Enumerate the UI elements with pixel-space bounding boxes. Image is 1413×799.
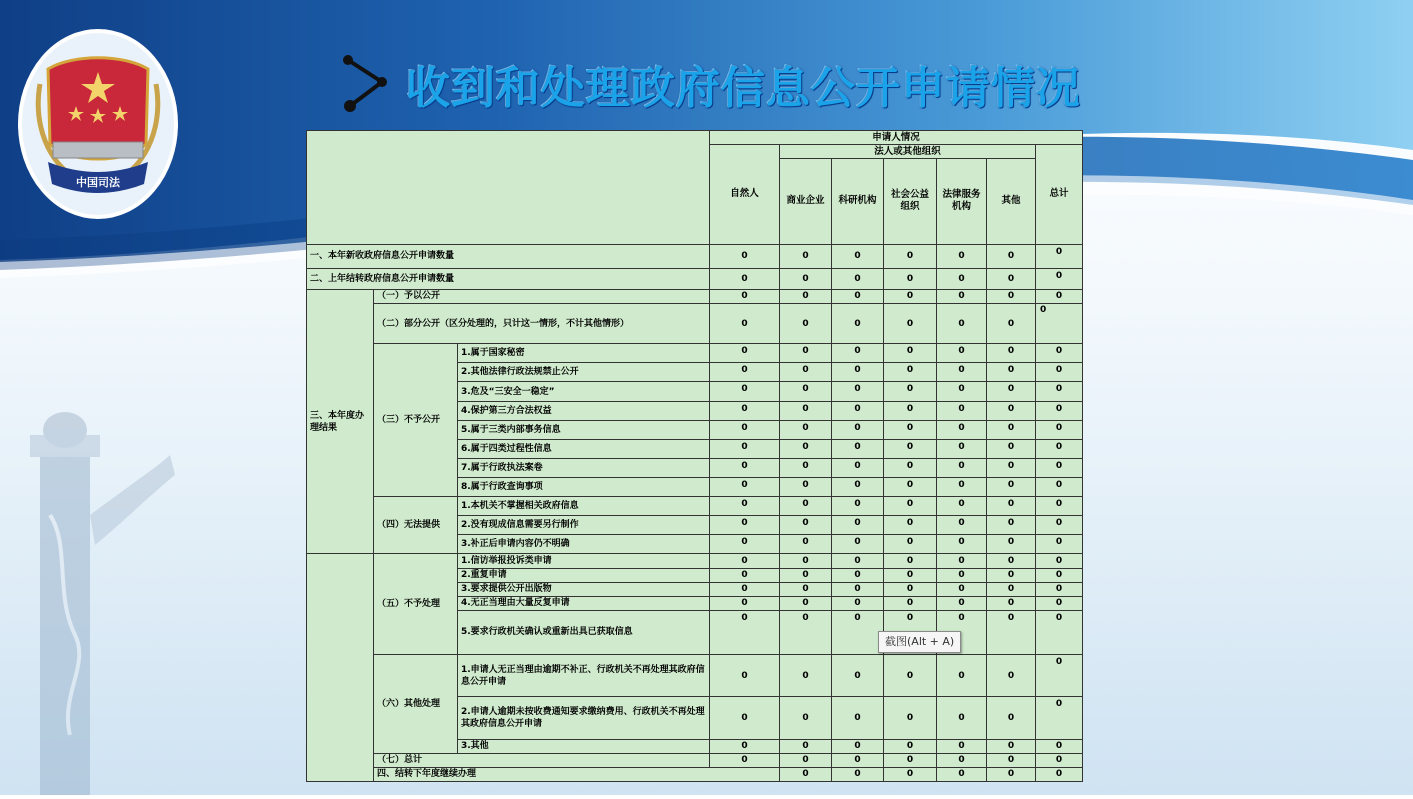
cell-value: 0 (832, 268, 884, 289)
row-label: 5.要求行政机关确认或重新出具已获取信息 (458, 610, 710, 654)
table-row (307, 304, 1083, 344)
cell-value: 0 (780, 268, 832, 289)
cell-value: 0 (987, 516, 1036, 535)
cell-value: 0 (710, 363, 780, 382)
cell-value: 0 (937, 697, 987, 739)
cell-value: 0 (832, 478, 884, 497)
cell-value: 0 (884, 382, 937, 401)
table-row (307, 344, 1083, 363)
cell-value: 0 (832, 497, 884, 516)
cell-value: 0 (780, 554, 832, 568)
cell-value: 0 (987, 568, 1036, 582)
cell-value: 0 (1036, 244, 1083, 268)
cell-value: 0 (780, 304, 832, 344)
slide-title (340, 52, 1081, 116)
cell-value: 0 (710, 582, 780, 596)
table-row (307, 244, 1083, 268)
cell-value: 0 (780, 610, 832, 654)
cell-value: 0 (987, 739, 1036, 753)
cell-value: 0 (987, 554, 1036, 568)
cell-value: 0 (987, 420, 1036, 439)
cell-value: 0 (710, 655, 780, 697)
row-label: 2.申请人逾期未按收费通知要求缴纳费用、行政机关不再处理其政府信息公开申请 (458, 697, 710, 739)
cell-value: 0 (780, 289, 832, 303)
cell-value: 0 (987, 458, 1036, 477)
cell-value: 0 (780, 344, 832, 363)
share-node-icon (340, 54, 392, 114)
cell-value: 0 (884, 655, 937, 697)
huabiao-pillar-decoration (0, 395, 190, 795)
cell-value: 0 (884, 363, 937, 382)
cell-value: 0 (884, 767, 937, 781)
row-label: （七）总计 (374, 753, 710, 767)
cell-value: 0 (937, 516, 987, 535)
cell-value: 0 (832, 554, 884, 568)
cell-value: 0 (832, 344, 884, 363)
cell-value: 0 (1036, 497, 1083, 516)
cell-value: 0 (937, 382, 987, 401)
cell-value: 0 (884, 516, 937, 535)
row-label: 1.属于国家秘密 (458, 344, 710, 363)
row-label: 一、本年新收政府信息公开申请数量 (307, 244, 710, 268)
cell-value: 0 (710, 401, 780, 420)
row-label: 2.其他法律行政法规禁止公开 (458, 363, 710, 382)
row-label: 1.本机关不掌握相关政府信息 (458, 497, 710, 516)
cell-value: 0 (1036, 610, 1083, 654)
cell-value: 0 (1036, 535, 1083, 554)
cell-value: 0 (987, 610, 1036, 654)
cell-value: 0 (937, 268, 987, 289)
cell-value: 0 (832, 655, 884, 697)
row-label: 4.无正当理由大量反复申请 (458, 596, 710, 610)
cell-value: 0 (832, 363, 884, 382)
table-row (307, 497, 1083, 516)
cell-value: 0 (1036, 344, 1083, 363)
cell-value: 0 (832, 382, 884, 401)
cell-value: 0 (937, 610, 987, 654)
cell-value: 0 (832, 289, 884, 303)
cell-value: 0 (987, 697, 1036, 739)
cell-value: 0 (987, 535, 1036, 554)
cell-value: 0 (1036, 382, 1083, 401)
row-label: 6.属于四类过程性信息 (458, 439, 710, 458)
cell-value: 0 (832, 753, 884, 767)
cell-value: 0 (884, 344, 937, 363)
table-row (307, 655, 1083, 697)
row-label: 2.重复申请 (458, 568, 710, 582)
cell-value: 0 (710, 753, 780, 767)
cell-value: 0 (780, 439, 832, 458)
cell-value: 0 (780, 739, 832, 753)
cell-value: 0 (937, 739, 987, 753)
cell-value: 0 (1036, 697, 1083, 739)
cell-value: 0 (884, 244, 937, 268)
cell-value: 0 (1036, 568, 1083, 582)
cell-value: 0 (1036, 596, 1083, 610)
cell-value: 0 (832, 458, 884, 477)
cell-value: 0 (1036, 753, 1083, 767)
table-row (307, 767, 1083, 781)
cell-value: 0 (710, 516, 780, 535)
cell-value: 0 (710, 596, 780, 610)
cell-value: 0 (832, 767, 884, 781)
cell-value: 0 (884, 289, 937, 303)
cell-value: 0 (987, 439, 1036, 458)
group-label: （三）不予公开 (374, 344, 458, 497)
cell-value: 0 (710, 568, 780, 582)
cell-value: 0 (884, 610, 937, 654)
cell-value: 0 (832, 739, 884, 753)
cell-value: 0 (710, 420, 780, 439)
cell-value: 0 (780, 655, 832, 697)
group-label: （五）不予处理 (374, 554, 458, 655)
cell-value: 0 (884, 753, 937, 767)
cell-value: 0 (884, 535, 937, 554)
cell-value: 0 (987, 478, 1036, 497)
cell-value: 0 (710, 535, 780, 554)
cell-value: 0 (937, 753, 987, 767)
cell-value: 0 (884, 497, 937, 516)
cell-value: 0 (1036, 401, 1083, 420)
cell-value: 0 (1036, 739, 1083, 753)
cell-value: 0 (710, 382, 780, 401)
table-row (307, 268, 1083, 289)
cell-value: 0 (937, 363, 987, 382)
cell-value: 0 (710, 289, 780, 303)
cell-value: 0 (710, 458, 780, 477)
header-natural-person: 自然人 (710, 145, 780, 245)
cell-value: 0 (937, 478, 987, 497)
header-public-welfare: 社会公益组织 (884, 159, 937, 245)
cell-value: 0 (884, 697, 937, 739)
cell-value: 0 (780, 244, 832, 268)
header-total: 总计 (1036, 145, 1083, 245)
cell-value: 0 (710, 739, 780, 753)
cell-value: 0 (884, 458, 937, 477)
table-row (307, 554, 1083, 568)
section-label: 三、本年度办理结果 (307, 289, 374, 554)
cell-value: 0 (780, 767, 832, 781)
cell-value: 0 (884, 582, 937, 596)
cell-value: 0 (987, 401, 1036, 420)
cell-value: 0 (937, 596, 987, 610)
cell-value: 0 (780, 753, 832, 767)
cell-value: 0 (832, 439, 884, 458)
cell-value: 0 (780, 478, 832, 497)
cell-value: 0 (710, 554, 780, 568)
cell-value: 0 (937, 582, 987, 596)
cell-value: 0 (987, 289, 1036, 303)
cell-value: 0 (937, 344, 987, 363)
cell-value: 0 (710, 439, 780, 458)
cell-value: 0 (987, 244, 1036, 268)
cell-value: 0 (937, 767, 987, 781)
cell-value: 0 (884, 439, 937, 458)
cell-value: 0 (987, 268, 1036, 289)
emblem-text: 中国司法 (76, 176, 120, 189)
cell-value: 0 (884, 596, 937, 610)
header-other: 其他 (987, 159, 1036, 245)
cell-value: 0 (710, 697, 780, 739)
cell-value: 0 (884, 304, 937, 344)
cell-value: 0 (1036, 304, 1083, 344)
cell-value: 0 (937, 568, 987, 582)
cell-value: 0 (1036, 582, 1083, 596)
cell-value: 0 (937, 420, 987, 439)
cell-value: 0 (937, 401, 987, 420)
cell-value: 0 (1036, 458, 1083, 477)
cell-value: 0 (832, 401, 884, 420)
cell-value: 0 (884, 478, 937, 497)
cell-value: 0 (832, 535, 884, 554)
cell-value: 0 (780, 582, 832, 596)
cell-value: 0 (1036, 289, 1083, 303)
cell-value: 0 (884, 568, 937, 582)
row-label: 2.没有现成信息需要另行制作 (458, 516, 710, 535)
cell-value: 0 (884, 268, 937, 289)
cell-value: 0 (832, 596, 884, 610)
cell-value: 0 (987, 304, 1036, 344)
header-legal-service: 法律服务机构 (937, 159, 987, 245)
cell-value: 0 (884, 420, 937, 439)
cell-value: 0 (710, 304, 780, 344)
cell-value: 0 (937, 244, 987, 268)
cell-value: 0 (987, 753, 1036, 767)
screenshot-tooltip: 截图(Alt + A) (878, 631, 961, 653)
cell-value: 0 (780, 382, 832, 401)
cell-value: 0 (832, 420, 884, 439)
cell-value: 0 (832, 582, 884, 596)
cell-value: 0 (937, 554, 987, 568)
cell-value: 0 (780, 568, 832, 582)
cell-value: 0 (987, 382, 1036, 401)
cell-value: 0 (832, 568, 884, 582)
header-legal-entities: 法人或其他组织 (780, 145, 1036, 159)
cell-value: 0 (710, 497, 780, 516)
cell-value: 0 (937, 439, 987, 458)
cell-value: 0 (884, 739, 937, 753)
row-label: 3.要求提供公开出版物 (458, 582, 710, 596)
cell-value: 0 (832, 697, 884, 739)
cell-value: 0 (780, 401, 832, 420)
row-label: 4.保护第三方合法权益 (458, 401, 710, 420)
row-label: 7.属于行政执法案卷 (458, 458, 710, 477)
cell-value: 0 (987, 767, 1036, 781)
cell-value: 0 (1036, 478, 1083, 497)
cell-value: 0 (780, 516, 832, 535)
cell-value: 0 (710, 244, 780, 268)
row-label: 1.信访举报投诉类申请 (458, 554, 710, 568)
cell-value: 0 (987, 655, 1036, 697)
cell-value: 0 (884, 554, 937, 568)
row-label: 1.申请人无正当理由逾期不补正、行政机关不再处理其政府信息公开申请 (458, 655, 710, 697)
cell-value: 0 (1036, 516, 1083, 535)
row-label: （一）予以公开 (374, 289, 710, 303)
cell-value: 0 (987, 596, 1036, 610)
header-blank (307, 131, 710, 245)
cell-value: 0 (710, 344, 780, 363)
row-label: 8.属于行政查询事项 (458, 478, 710, 497)
cell-value: 0 (710, 268, 780, 289)
cell-value: 0 (780, 497, 832, 516)
cell-value: 0 (937, 655, 987, 697)
cell-value: 0 (987, 363, 1036, 382)
cell-value: 0 (780, 363, 832, 382)
row-label: 5.属于三类内部事务信息 (458, 420, 710, 439)
cell-value: 0 (1036, 268, 1083, 289)
cell-value: 0 (937, 304, 987, 344)
cell-value: 0 (937, 497, 987, 516)
row-label: 二、上年结转政府信息公开申请数量 (307, 268, 710, 289)
justice-emblem (18, 14, 183, 219)
header-commercial: 商业企业 (780, 159, 832, 245)
statistics-table (306, 130, 1082, 782)
cell-value: 0 (987, 344, 1036, 363)
cell-value: 0 (832, 610, 884, 654)
table-row (307, 289, 1083, 303)
group-label: （六）其他处理 (374, 655, 458, 754)
cell-value: 0 (987, 582, 1036, 596)
cell-value: 0 (1036, 767, 1083, 781)
cell-value: 0 (987, 497, 1036, 516)
cell-value: 0 (780, 535, 832, 554)
row-label: 3.危及“三安全一稳定” (458, 382, 710, 401)
cell-value: 0 (937, 535, 987, 554)
cell-value: 0 (1036, 439, 1083, 458)
cell-value: 0 (937, 458, 987, 477)
cell-value: 0 (710, 478, 780, 497)
cell-value: 0 (937, 289, 987, 303)
cell-value: 0 (780, 697, 832, 739)
row-label: 3.补正后申请内容仍不明确 (458, 535, 710, 554)
cell-value: 0 (832, 304, 884, 344)
cell-value: 0 (884, 401, 937, 420)
cell-value: 0 (780, 596, 832, 610)
cell-value: 0 (780, 458, 832, 477)
header-research: 科研机构 (832, 159, 884, 245)
cell-value: 0 (1036, 363, 1083, 382)
table-row (307, 753, 1083, 767)
page-title: 收到和处理政府信息公开申请情况 (406, 63, 1081, 114)
cell-value: 0 (832, 516, 884, 535)
group-label: （四）无法提供 (374, 497, 458, 554)
cell-value: 0 (1036, 655, 1083, 697)
row-label: 四、结转下年度继续办理 (374, 767, 780, 781)
row-label: 3.其他 (458, 739, 710, 753)
row-label: （二）部分公开（区分处理的，只计这一情形，不计其他情形） (374, 304, 710, 344)
section-continuation (307, 554, 374, 782)
cell-value: 0 (710, 610, 780, 654)
cell-value: 0 (1036, 554, 1083, 568)
header-applicant: 申请人情况 (710, 131, 1083, 145)
cell-value: 0 (780, 420, 832, 439)
cell-value: 0 (832, 244, 884, 268)
cell-value: 0 (1036, 420, 1083, 439)
